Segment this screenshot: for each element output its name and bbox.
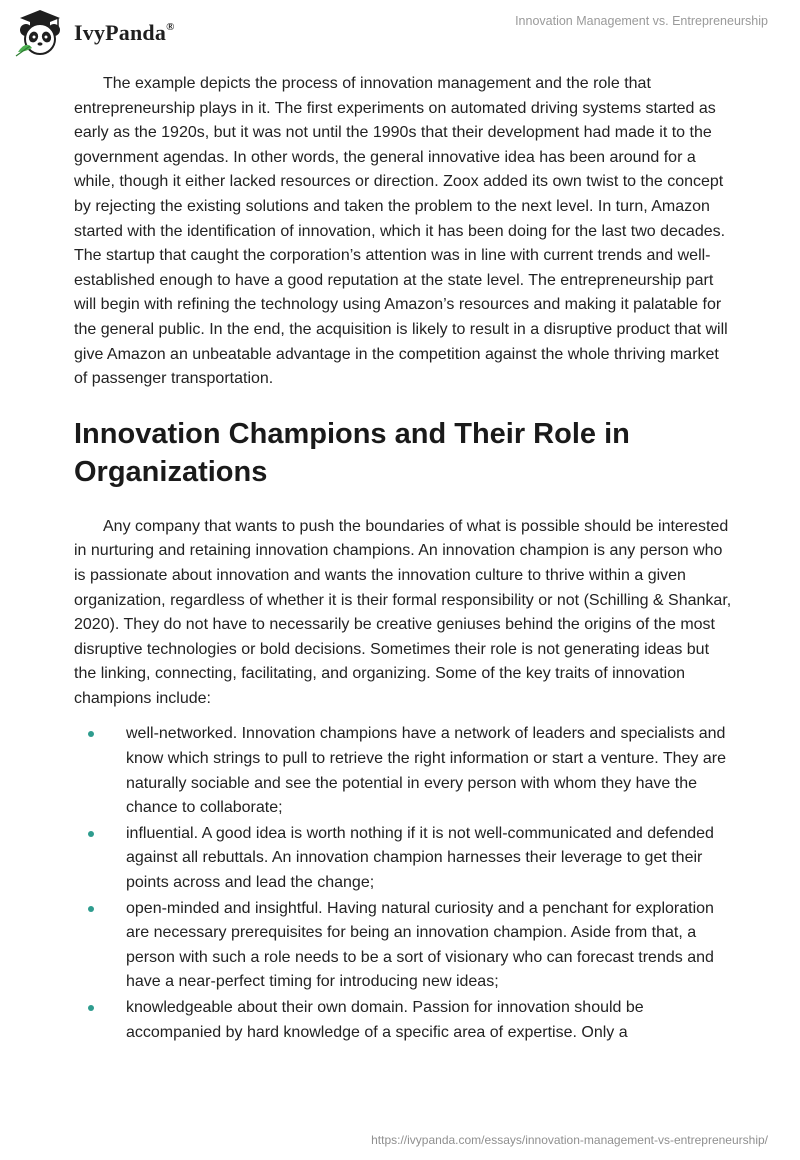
list-item (74, 822, 734, 896)
bullet-icon (88, 1005, 94, 1011)
trait-text: influential. A good idea is worth nothing if it is not well-communicated and defended against all rebuttals. An innovation champion harnesses their leverage to get their points across and lead the change; (126, 824, 714, 892)
list-item (74, 996, 734, 1045)
section-heading: Innovation Champions and Their Role in Organizations (74, 417, 630, 488)
intro-paragraph: The example depicts the process of innovation management and the role that entrepreneurship plays in it. The first experiments on automated driving systems started as early as the 1920s, but it was not until the 1990s that their development had made it to the government agendas. In other words, the general innovative idea has been around for a while, though it either lacked resources or direction. Zoox added its own twist to the concept by rejecting the existing solutions and taken the problem to the next level. In turn, Amazon started with the identification of innovation, which it has been doing for the last two decades. The startup that caught the corporation’s attention was in line with current trends and well-established enough to have a good reputation at the state level. The entrepreneurship part will begin with refining the technology using Amazon’s resources and making it palatable for the general public. In the end, the acquisition is likely to result in a disruptive product that will give Amazon an unbeatable advantage in the competition against the whole thriving market of passenger transportation. (74, 75, 728, 388)
trait-text: open-minded and insightful. Having natural curiosity and a penchant for exploration are necessary prerequisites for being an innovation champion. Aside from that, a person with such a role needs to be a sort of visionary who can forecast trends and have a near-perfect timing for introducing new ideas; (126, 899, 714, 991)
bullet-icon (88, 831, 94, 837)
brand-name: IvyPanda® (74, 20, 175, 45)
trait-text: well-networked. Innovation champions have a network of leaders and specialists and know which strings to pull to retrieve the right information or start a venture. They are naturally sociable and see the potential in every person with whom they have the chance to collaborate; (126, 725, 726, 817)
champions-paragraph: Any company that wants to push the boundaries of what is possible should be interested in nurturing and retaining innovation champions. An innovation champion is any person who is passionate about innovation and wants the innovation culture to thrive within a given organization, regardless of whether it is their formal responsibility or not (Schilling & Shankar, 2020). They do not have to necessarily be creative geniuses behind the origins of the most disruptive technologies or bold decisions. Sometimes their role is not generating ideas but the linking, connecting, facilitating, and organizing. Some of the key traits of innovation champions include: (74, 517, 732, 707)
traits-list (74, 722, 734, 1045)
ivypanda-logo[interactable] (14, 8, 175, 58)
list-item (74, 722, 734, 820)
list-item (74, 897, 734, 995)
trait-text: knowledgeable about their own domain. Passion for innovation should be accompanied by hard knowledge of a specific area of expertise. Only a (126, 999, 644, 1041)
source-url[interactable]: https://ivypanda.com/essays/innovation-management-vs-entrepreneurship/ (371, 1133, 768, 1147)
document-title: Innovation Management vs. Entrepreneurship (515, 14, 768, 28)
page-header (0, 0, 800, 70)
bullet-icon (88, 731, 94, 737)
article-content (74, 72, 734, 1046)
panda-logo-icon (14, 8, 66, 58)
bullet-icon (88, 906, 94, 912)
